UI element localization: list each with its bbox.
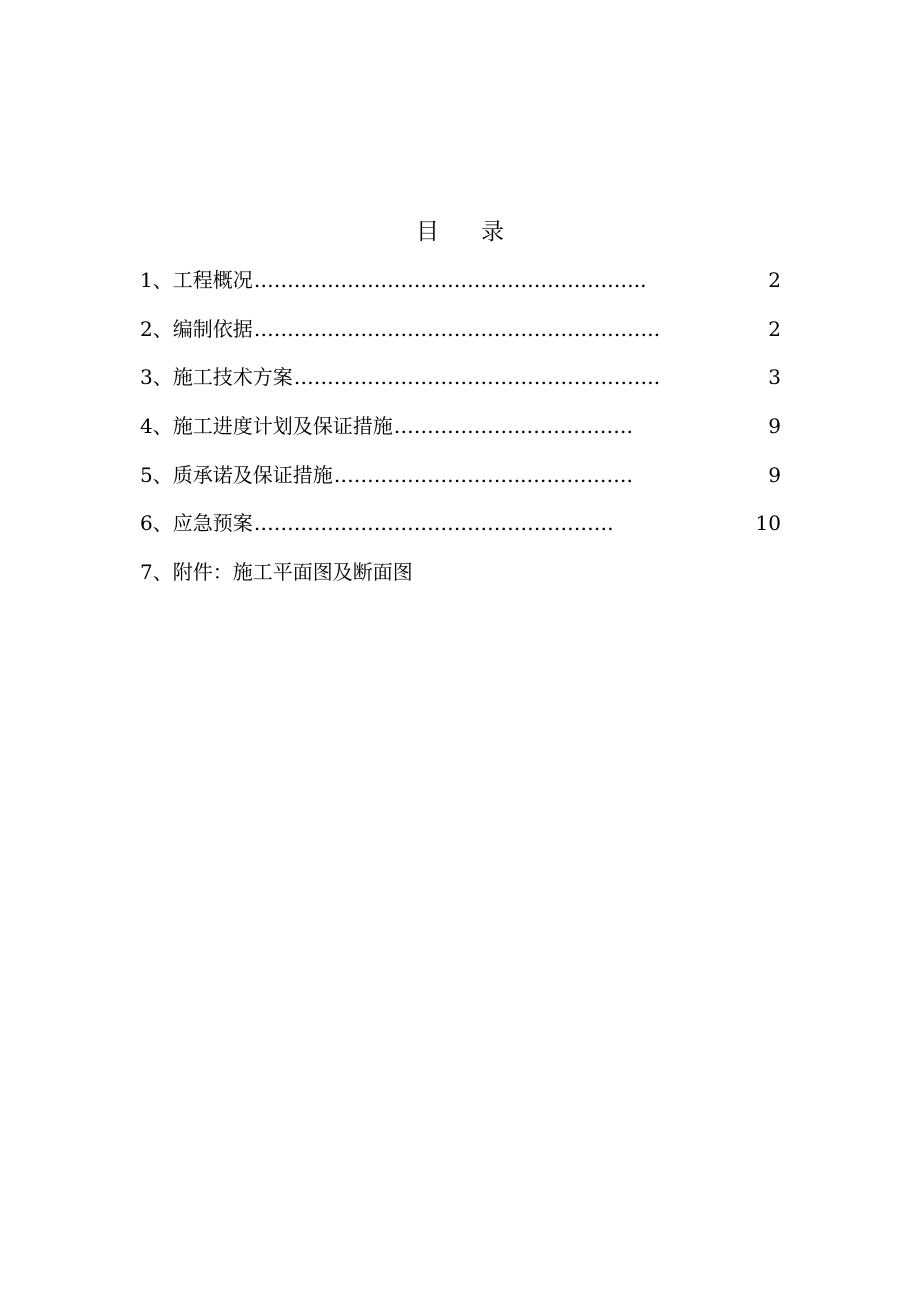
toc-entry-label: 2、编制依据: [140, 316, 253, 341]
toc-entry-label: 7、附件：施工平面图及断面图: [140, 560, 413, 585]
toc-entry-label: 5、质承诺及保证措施: [140, 462, 333, 487]
toc-entry-6: [140, 505, 781, 554]
toc-title-char-2: 录: [481, 219, 504, 245]
toc-entry-leader: ………………………..…………….: [333, 462, 633, 487]
toc-entry-leader: …………………………………………………….: [253, 316, 661, 341]
toc-list: [140, 262, 781, 603]
toc-title-char-1: 目: [416, 219, 439, 245]
toc-entry-leader: …………………………………………………..: [253, 268, 647, 292]
toc-entry-5: [140, 457, 781, 506]
toc-entry-4: [140, 408, 781, 457]
toc-entry-leader: ……………………………………………….: [293, 365, 661, 390]
toc-entry-1: [140, 262, 781, 311]
toc-entry-label: 4、施工进度计划及保证措施: [140, 414, 393, 439]
toc-entry-3: [140, 359, 781, 408]
toc-entry-page: 10: [755, 511, 781, 536]
toc-entry-2: [140, 311, 781, 360]
toc-entry-leader: ………………..…………….: [393, 414, 633, 439]
toc-entry-label: 6、应急预案: [140, 511, 253, 536]
toc-entry-page: 9: [768, 414, 781, 439]
toc-entry-page: 9: [768, 462, 781, 487]
toc-entry-leader: ………………………………………………: [253, 511, 614, 536]
toc-entry-page: 2: [768, 316, 781, 341]
toc-entry-page: 2: [768, 268, 781, 292]
toc-entry-label: 3、施工技术方案: [140, 365, 293, 390]
toc-entry-7: [140, 554, 781, 603]
toc-entry-page: 3: [768, 365, 781, 390]
toc-title: [0, 214, 920, 250]
toc-entry-label: 1、工程概况: [140, 268, 253, 292]
